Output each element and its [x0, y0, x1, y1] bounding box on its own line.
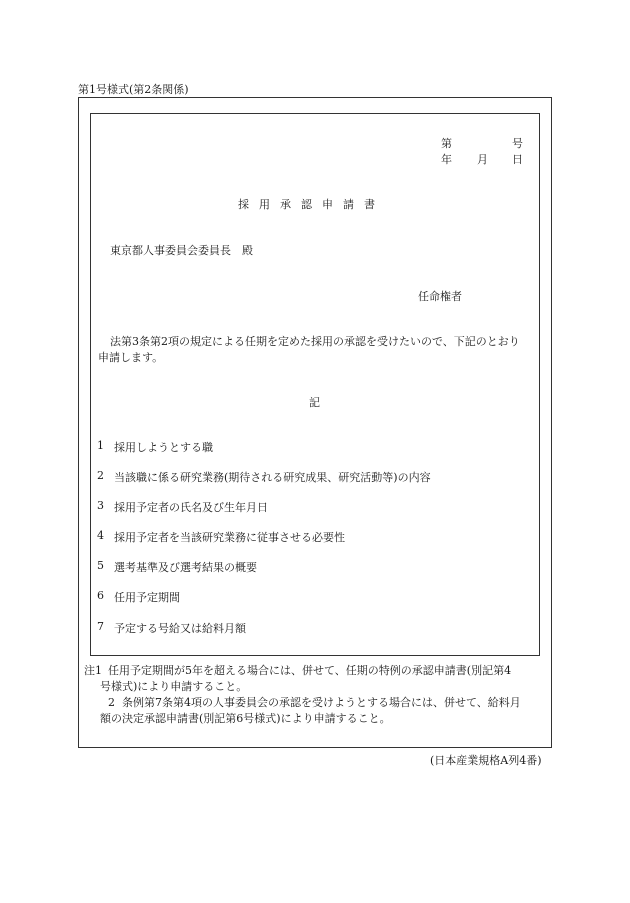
item-number: 6 — [97, 589, 104, 602]
item-text: 選考基準及び選考結果の概要 — [114, 561, 257, 574]
item-text: 採用予定者の氏名及び生年月日 — [114, 501, 268, 514]
document-title: 採用承認申請書 — [238, 198, 385, 211]
date-day: 日 — [512, 153, 523, 166]
note-2-line1: 条例第7条第4項の人事委員会の承認を受けようとする場合には、併せて、給料月 — [122, 696, 521, 709]
note-2-line2: 額の決定承認申請書(別記第6号様式)により申請すること。 — [100, 712, 391, 725]
addressee: 東京都人事委員会委員長 殿 — [110, 244, 253, 257]
note-2-prefix: 2 — [108, 696, 115, 709]
body-text-line2: 申請します。 — [98, 351, 164, 364]
note-1-prefix: 注1 — [84, 664, 102, 677]
item-number: 7 — [97, 620, 104, 633]
item-text: 採用しようとする職 — [114, 441, 213, 454]
note-1-line2: 号様式)により申請すること。 — [100, 680, 248, 693]
footer-paper-size: (日本産業規格A列4番) — [430, 754, 542, 767]
item-text: 予定する号給又は給料月額 — [114, 622, 246, 635]
item-text: 任用予定期間 — [114, 591, 180, 604]
item-number: 2 — [97, 469, 104, 482]
number-suffix: 号 — [512, 137, 523, 150]
appointer: 任命権者 — [418, 290, 462, 303]
date-year: 年 — [441, 153, 452, 166]
item-text: 採用予定者を当該研究業務に従事させる必要性 — [114, 531, 345, 544]
item-text: 当該職に係る研究業務(期待される研究成果、研究活動等)の内容 — [114, 471, 431, 484]
form-label: 第1号様式(第2条関係) — [78, 83, 189, 96]
number-prefix: 第 — [441, 137, 452, 150]
date-month: 月 — [477, 153, 488, 166]
item-number: 1 — [97, 439, 104, 452]
ki-heading: 記 — [309, 396, 320, 409]
item-number: 5 — [97, 559, 104, 572]
item-number: 3 — [97, 499, 104, 512]
note-1-line1: 任用予定期間が5年を超える場合には、併せて、任期の特例の承認申請書(別記第4 — [108, 664, 512, 677]
body-text-line1: 法第3条第2項の規定による任期を定めた採用の承認を受けたいので、下記のとおり — [110, 335, 520, 348]
item-number: 4 — [97, 529, 104, 542]
